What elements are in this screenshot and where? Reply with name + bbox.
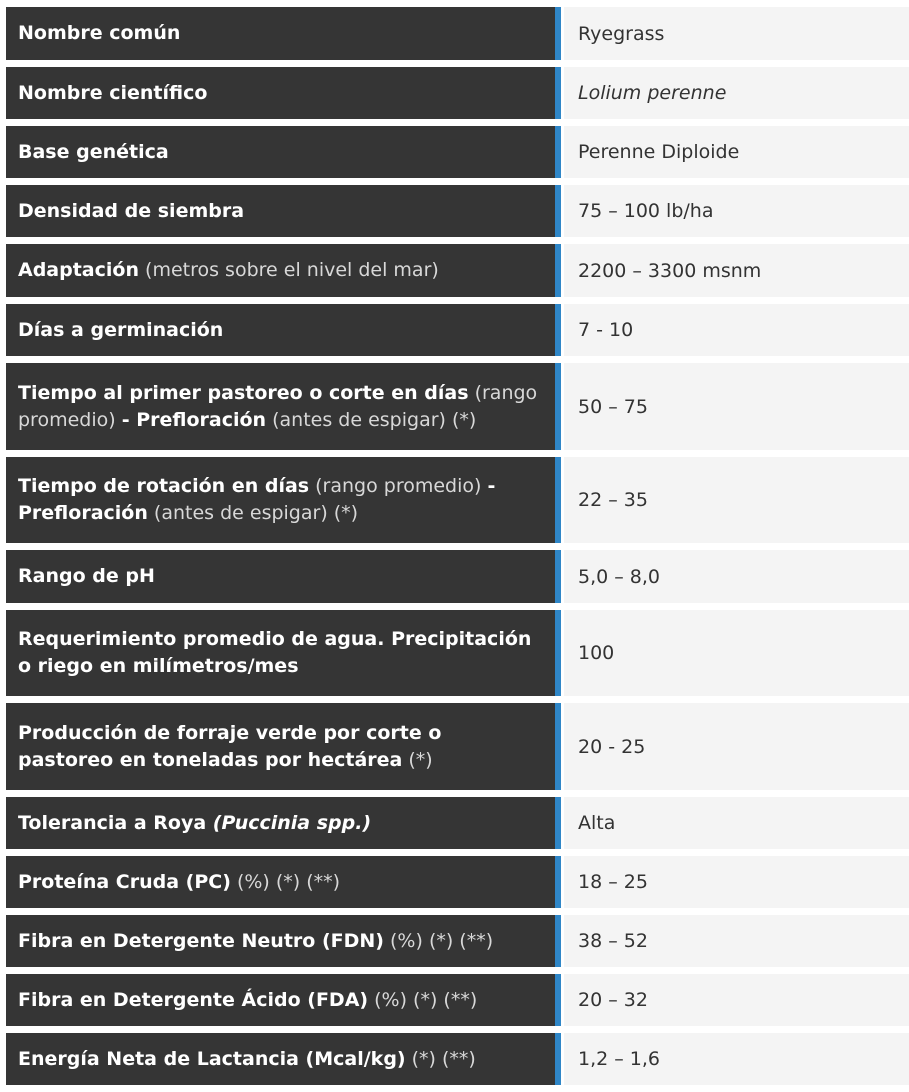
table-row (6, 7, 909, 60)
label-note-text: (rango promedio) (309, 475, 488, 497)
row-label (6, 7, 561, 60)
row-label (6, 185, 561, 237)
table-row (6, 797, 909, 849)
row-value: 7 - 10 (564, 304, 909, 356)
label-note-text: (*) (**) (405, 1047, 476, 1070)
label-note-text: (antes de espigar) (*) (147, 502, 359, 524)
row-label (6, 610, 561, 696)
row-label (6, 244, 561, 297)
label-bold-text: Nombre común (18, 22, 181, 44)
label-bold-text: Nombre científico (18, 81, 208, 104)
row-value: 50 – 75 (564, 363, 909, 450)
row-value: 2200 – 3300 msnm (564, 244, 909, 297)
label-bold-text: Tiempo de rotación en días (18, 475, 310, 497)
table-row (6, 915, 909, 967)
row-value: Alta (564, 797, 909, 849)
table-row (6, 126, 909, 178)
label-bold-text: - Prefloración (121, 408, 267, 431)
label-note-text: (%) (*) (**) (230, 870, 341, 893)
label-note-text: (antes de espigar) (*) (266, 408, 477, 431)
label-bold-text: Base genética (18, 140, 169, 163)
row-label (6, 703, 561, 790)
label-bold-text: Requerimiento promedio de agua. Precipitación o riego en milímetros/mes (18, 628, 532, 677)
table-row (6, 363, 909, 450)
table-row (6, 304, 909, 356)
label-bold-text: - Prefloración (18, 475, 496, 524)
label-bold-text: Producción de forraje verde por corte o pastoreo en toneladas por hectárea (18, 721, 442, 771)
row-value: 100 (564, 610, 909, 696)
table-row (6, 457, 909, 543)
row-value: 18 – 25 (564, 856, 909, 908)
table-row (6, 856, 909, 908)
row-value: Perenne Diploide (564, 126, 909, 178)
row-label (6, 363, 561, 450)
label-bold-text: Densidad de siembra (18, 199, 245, 222)
row-value: 5,0 – 8,0 (564, 550, 909, 603)
label-note-text: (%) (*) (**) (383, 929, 494, 952)
label-bold-text: Días a germinación (18, 318, 224, 341)
label-note-text: (rango promedio) (18, 381, 538, 431)
table-row (6, 610, 909, 696)
row-label (6, 67, 561, 119)
row-value: 75 – 100 lb/ha (564, 185, 909, 237)
label-bold-text: Fibra en Detergente Neutro (FDN) (18, 929, 384, 952)
row-label (6, 457, 561, 543)
row-label (6, 974, 561, 1026)
table-row (6, 67, 909, 119)
row-label (6, 915, 561, 967)
row-label (6, 797, 561, 849)
label-note-text: (metros sobre el nivel del mar) (139, 259, 439, 281)
label-bold-text: Fibra en Detergente Ácido (FDA) (18, 988, 369, 1011)
row-value: 22 – 35 (564, 457, 909, 543)
label-bold-text: Tiempo al primer pastoreo o corte en días (18, 381, 469, 404)
label-bold-italic-text: (Puccinia spp.) (212, 811, 372, 834)
table-row (6, 550, 909, 603)
table-row (6, 244, 909, 297)
label-bold-text: Energía Neta de Lactancia (Mcal/kg) (18, 1047, 406, 1070)
row-value: 20 – 32 (564, 974, 909, 1026)
row-label (6, 550, 561, 603)
table-row (6, 1033, 909, 1085)
table-row (6, 974, 909, 1026)
table-row (6, 185, 909, 237)
row-value: 38 – 52 (564, 915, 909, 967)
row-value: Lolium perenne (564, 67, 909, 119)
specifications-table (6, 7, 909, 1092)
row-value: 1,2 – 1,6 (564, 1033, 909, 1085)
row-value: Ryegrass (564, 7, 909, 60)
row-label (6, 126, 561, 178)
label-note-text: (%) (*) (**) (368, 988, 478, 1011)
label-note-text: (*) (402, 748, 433, 771)
row-label (6, 856, 561, 908)
row-label (6, 1033, 561, 1085)
label-bold-text: Proteína Cruda (PC) (18, 870, 231, 893)
label-bold-text: Rango de pH (18, 565, 155, 587)
row-label (6, 304, 561, 356)
label-bold-text: Tolerancia a Roya (18, 811, 213, 834)
label-bold-text: Adaptación (18, 259, 139, 281)
table-row (6, 703, 909, 790)
row-value: 20 - 25 (564, 703, 909, 790)
